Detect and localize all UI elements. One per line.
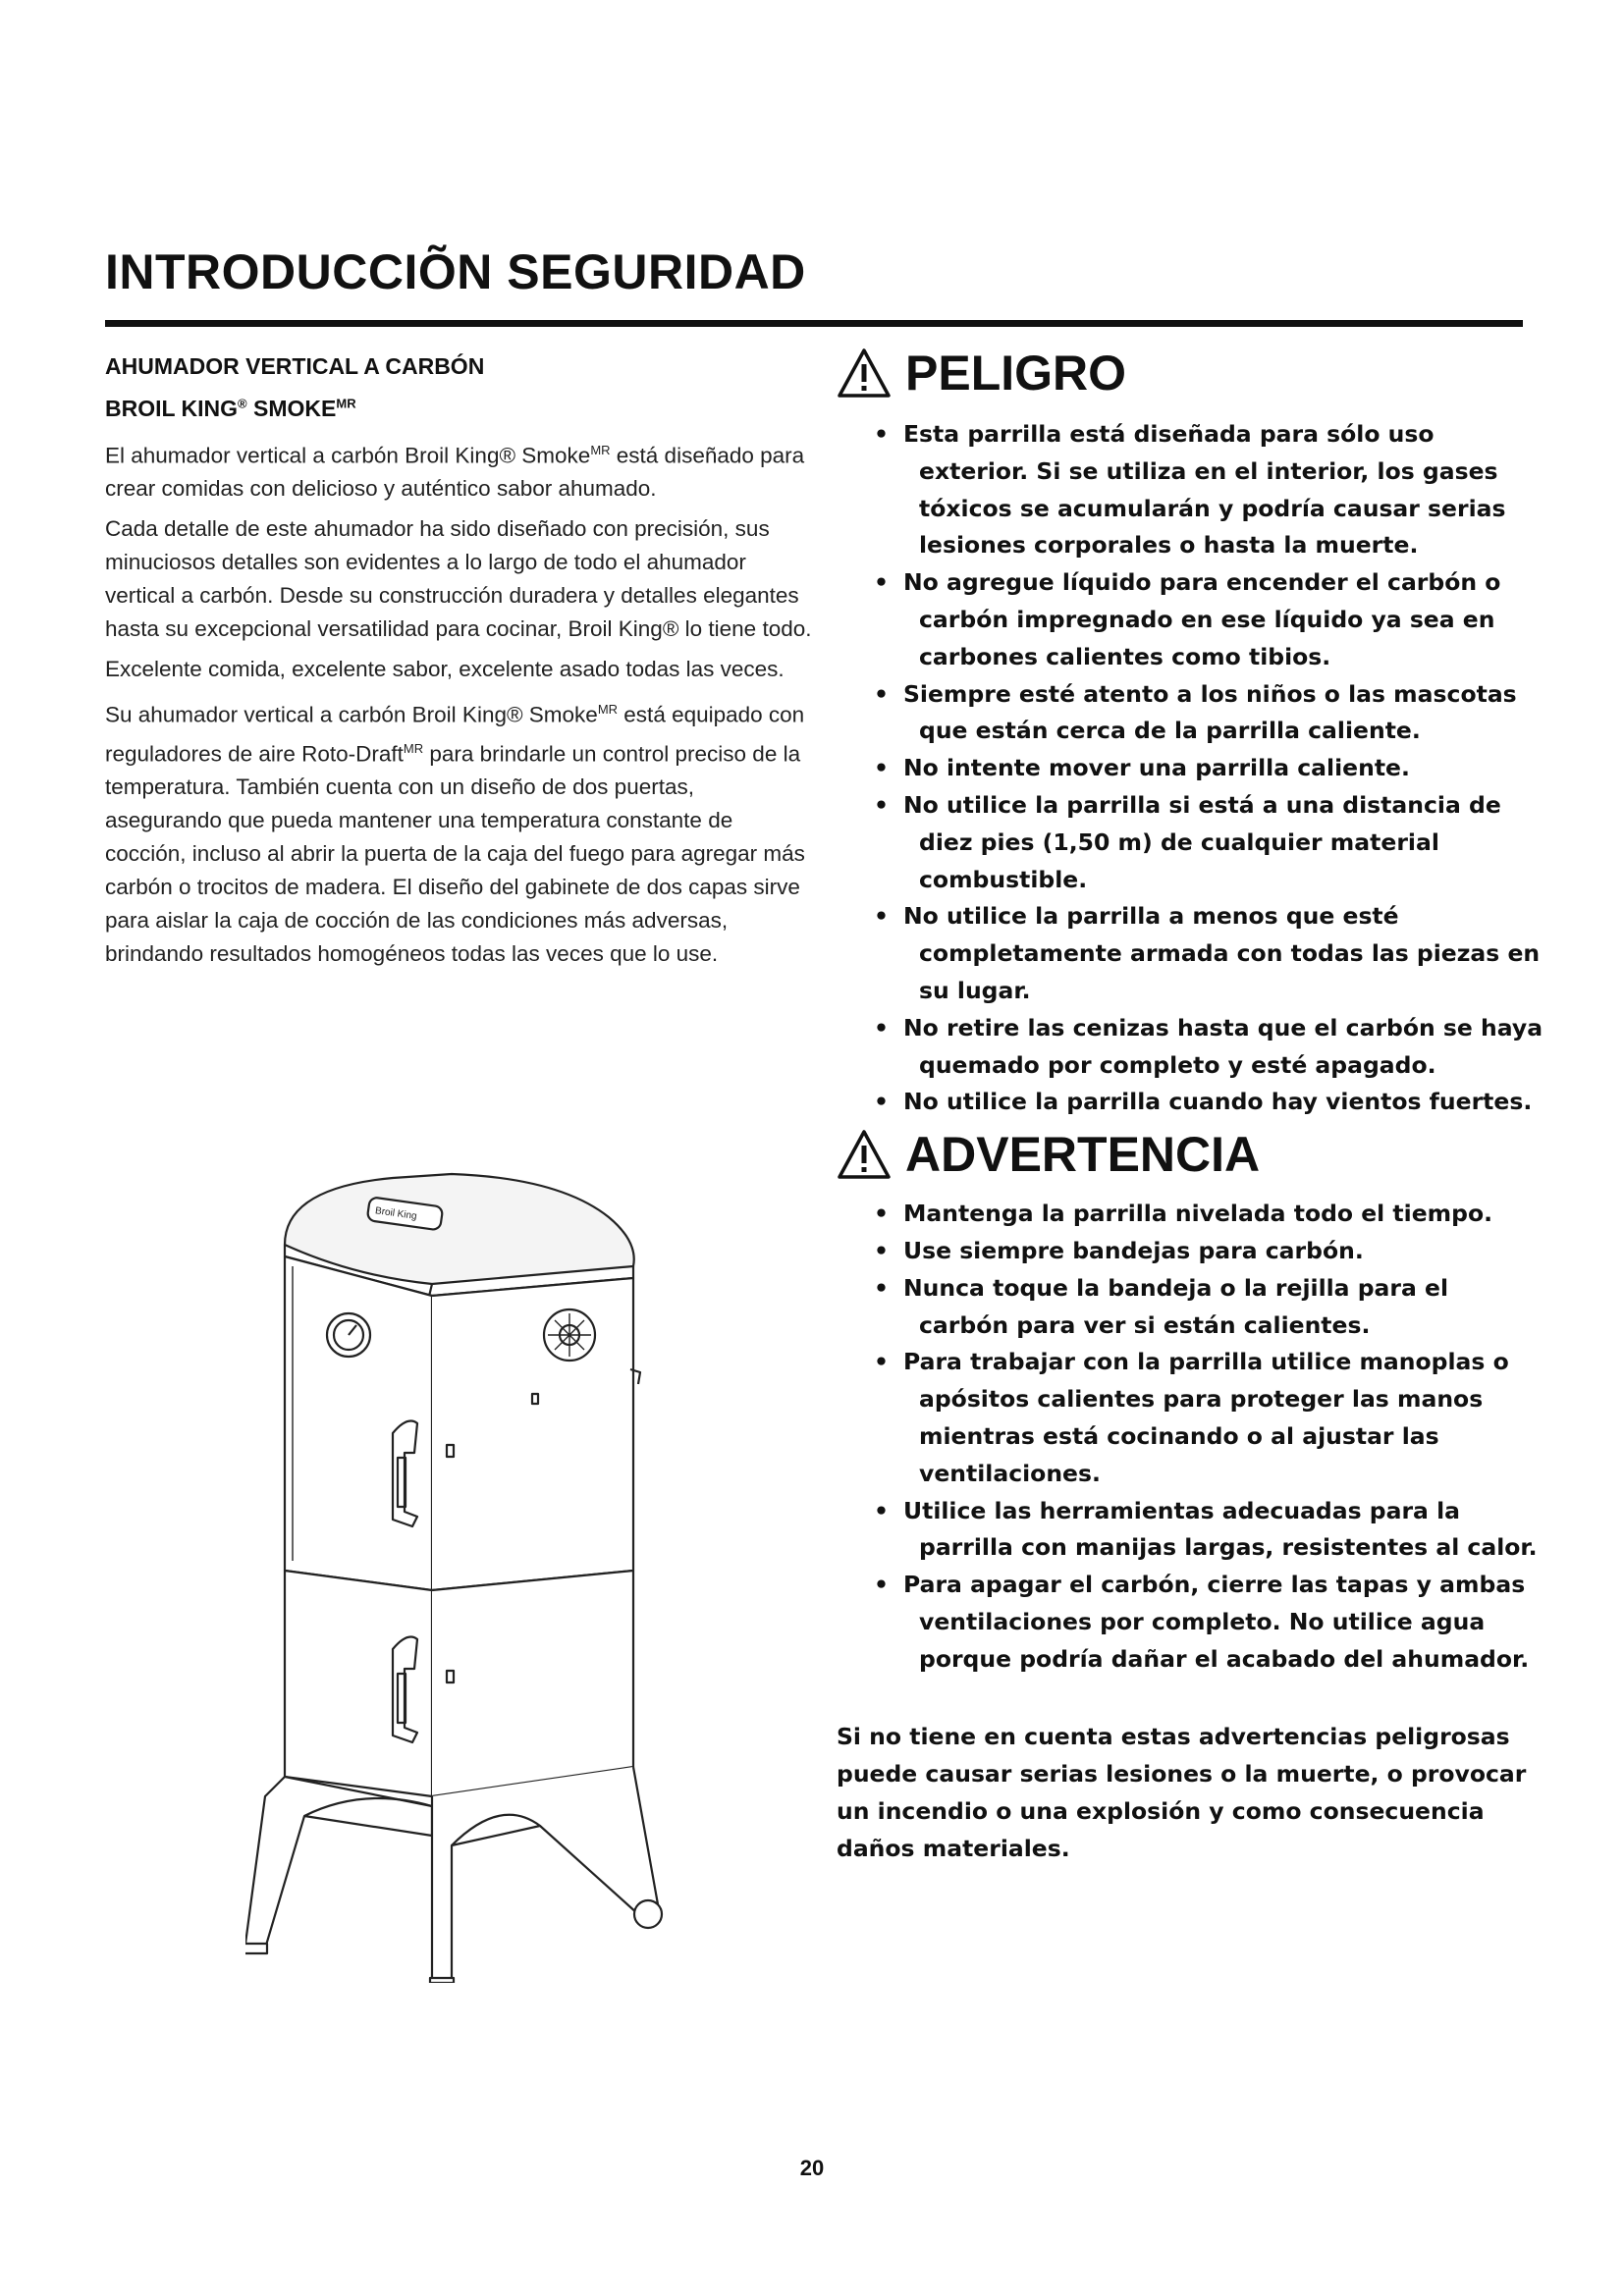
closing-warning: Si no tiene en cuenta estas advertencias peligrosas puede causar serias lesiones o la muerte, o provocar un incendio o una explosión y como consecuencia daños materiales. xyxy=(837,1722,1527,1862)
product-heading-line1: AHUMADOR VERTICAL A CARBÓN xyxy=(105,353,485,379)
page-title: INTRODUCCIÕN SEGURIDAD xyxy=(105,244,806,299)
advertencia-title: ADVERTENCIA xyxy=(905,1127,1261,1183)
peligro-list xyxy=(837,416,1543,1121)
bullet-icon: • xyxy=(874,1236,890,1264)
bullet-icon: • xyxy=(874,679,890,708)
bullet-icon: • xyxy=(874,1496,890,1524)
intro-paragraph-3: Excelente comida, excelente sabor, excelente asado todas las veces. xyxy=(105,657,785,682)
peligro-heading xyxy=(837,346,1543,400)
list-item: • Mantenga la parrilla nivelada todo el tiempo. xyxy=(837,1196,1543,1233)
list-item: • Use siempre bandejas para carbón. xyxy=(837,1233,1543,1270)
intro-paragraph-4: Su ahumador vertical a carbón Broil King® Smoke$^{MR}$ está equipado con reguladores de aire Roto-Draft$^{MR}$ para brindarle un control preciso de la temperatura. También cuenta con un diseño de dos puertas, asegurando que pueda mantener una temperatura constante de cocción, incluso al abrir la puerta de la caja del fuego para agregar más carbón o trocitos de madera. El diseño del gabinete de dos capas sirve para aislar la caja de cocción de las condiciones más adversas, brindando resultados homogéneos todas las veces que lo use. xyxy=(105,702,805,967)
list-item: • No utilice la parrilla a menos que esté completamente armada con todas las piezas en su lugar. xyxy=(837,898,1543,1009)
list-item: • No intente mover una parrilla caliente. xyxy=(837,750,1543,787)
bullet-icon: • xyxy=(874,902,890,931)
product-heading xyxy=(105,347,812,427)
list-item: • Esta parrilla está diseñada para sólo uso exterior. Si se utiliza en el interior, los gases tóxicos se acumularán y podría causar serias lesiones corporales o hasta la muerte. xyxy=(837,416,1543,564)
warning-triangle-icon xyxy=(837,347,892,399)
list-item: • Utilice las herramientas adecuadas para la parrilla con manijas largas, resistentes al calor. xyxy=(837,1493,1543,1568)
list-item: • No agregue líquido para encender el carbón o carbón impregnado en ese líquido ya sea en carbones calientes como tibios. xyxy=(837,564,1543,675)
list-item: • No utilice la parrilla cuando hay vientos fuertes. xyxy=(837,1084,1543,1121)
intro-column xyxy=(105,347,812,971)
advertencia-heading xyxy=(837,1127,1543,1182)
peligro-title: PELIGRO xyxy=(905,346,1127,400)
bullet-icon: • xyxy=(874,1273,890,1302)
bullet-icon: • xyxy=(874,1013,890,1041)
bullet-icon: • xyxy=(874,1571,890,1599)
warning-triangle-icon xyxy=(837,1129,892,1180)
svg-text:Broil King: Broil King xyxy=(374,1205,418,1222)
list-item: • Nunca toque la bandeja o la rejilla para el carbón para ver si están calientes. xyxy=(837,1270,1543,1345)
bullet-icon: • xyxy=(874,754,890,782)
bullet-icon: • xyxy=(874,1200,890,1228)
bullet-icon: • xyxy=(874,1088,890,1116)
list-item: • Siempre esté atento a los niños o las mascotas que están cerca de la parrilla caliente. xyxy=(837,676,1543,751)
bullet-icon: • xyxy=(874,790,890,819)
bullet-icon: • xyxy=(874,1348,890,1376)
list-item: • Para apagar el carbón, cierre las tapas y ambas ventilaciones por completo. No utilice agua porque podría dañar el acabado del ahumador. xyxy=(837,1567,1543,1678)
intro-paragraph-1: El ahumador vertical a carbón Broil King® Smoke$^{MR}$ está diseñado para crear comidas con delicioso y auténtico sabor ahumado. xyxy=(105,442,805,502)
advertencia-list xyxy=(837,1196,1543,1678)
list-item: • Para trabajar con la parrilla utilice manoplas o apósitos calientes para proteger las manos mientras está cocinando o al ajustar las ventilaciones. xyxy=(837,1344,1543,1492)
product-heading-line2: BROIL KING® $SMOKE^{MR}$ xyxy=(105,395,356,421)
title-rule xyxy=(105,320,1523,327)
bullet-icon: • xyxy=(874,568,890,597)
intro-paragraph-2: Cada detalle de este ahumador ha sido diseñado con precisión, sus minuciosos detalles son evidentes a lo largo de todo el ahumador vertical a carbón. Desde su construcción duradera y detalles elegantes hasta su excepcional versatilidad para cocinar, Broil King® lo tiene todo. xyxy=(105,516,812,642)
list-item: • No utilice la parrilla si está a una distancia de diez pies (1,50 m) de cualquier material combustible. xyxy=(837,787,1543,898)
safety-column xyxy=(837,346,1543,1867)
bullet-icon: • xyxy=(874,420,890,448)
list-item: • No retire las cenizas hasta que el carbón se haya quemado por completo y esté apagado. xyxy=(837,1010,1543,1085)
vertical-smoker-illustration xyxy=(245,1158,717,1983)
page-number: 20 xyxy=(799,2156,825,2180)
